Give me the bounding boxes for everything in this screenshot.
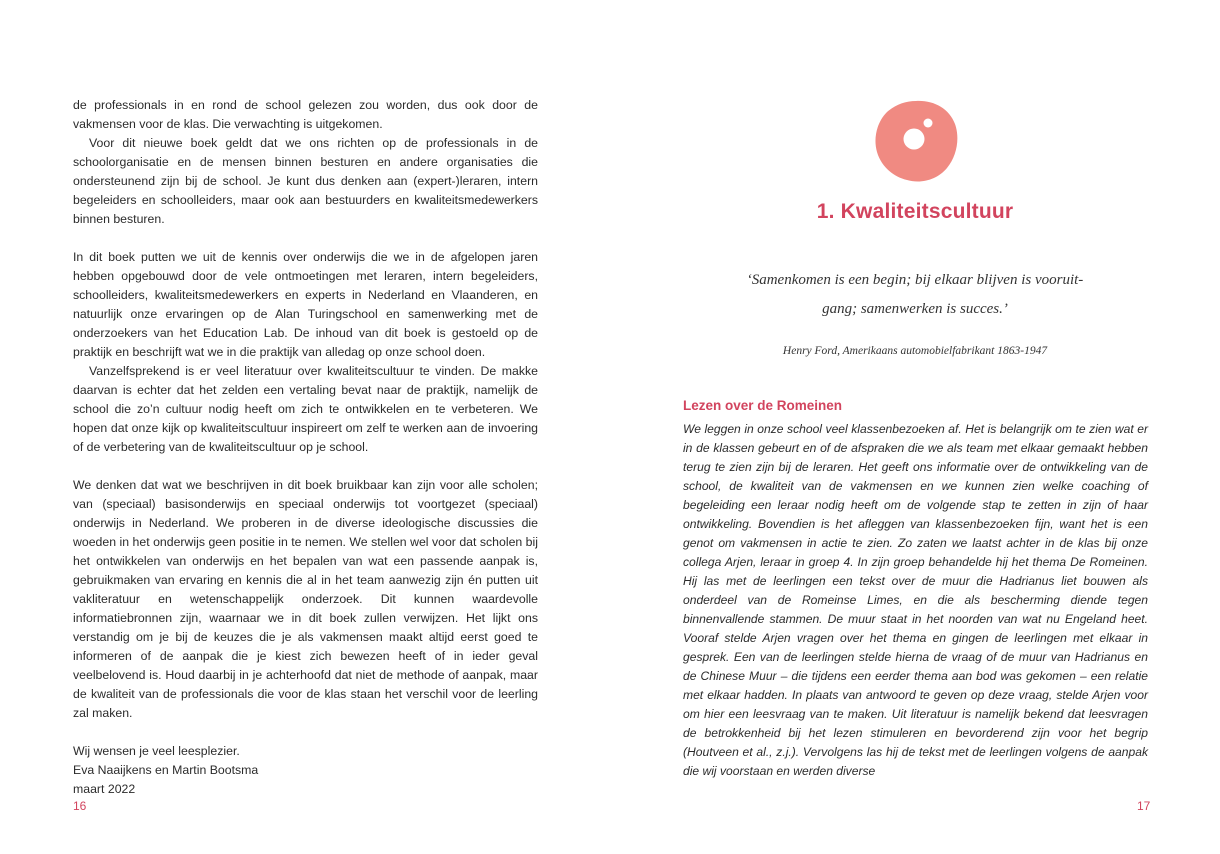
chapter-badge-icon (873, 98, 959, 184)
quote-author: Henry Ford, Amerikaans automobielfabrikant 1863-1947 (782, 345, 1048, 357)
page-number-left: 16 (73, 799, 87, 813)
chapter-title: 1. Kwaliteitscultuur (816, 200, 1014, 223)
left-text-column (73, 96, 538, 799)
section-heading: Lezen over de Romeinen (683, 398, 843, 413)
right-page (610, 0, 1220, 854)
case-paragraph: We leggen in onze school veel klassenbezoeken af. Het is belangrijk om te zien wat er in de klassen gebeurt en of de afspraken die we als team met elkaar gemaakt hebben terug te zien zijn bij de leraren. Het geeft ons informatie over de ontwikkeling van de school, de kwaliteit van de vakmensen en we kunnen zien welke coaching of begeleiding een leraar nodig heeft om de volgende stap te zetten in zijn of haar ontwikkeling. Bovendien is het afleggen van klassenbezoeken fijn, want het is een genot om vakmensen in actie te zien. Zo zaten we laatst achter in de klas bij onze collega Arjen, leraar in groep 4. In zijn groep behandelde hij het thema De Romeinen. Hij las met de leerlingen een tekst over de muur die Hadrianus liet bouwen als onderdeel van de Romeinse Limes, en die als bescherming diende tegen binnenvallende stammen. De muur staat in het noorden van wat nu Engeland heet. Vooraf stelde Arjen vragen over het thema en gingen de leerlingen met elkaar in gesprek. Een van de leerlingen stelde hierna de vraag of de muur van Hadrianus en de Chinese Muur – die tijdens een eerder thema aan bod was gekomen – een relatie met elkaar hadden. In plaats van antwoord te geven op deze vraag, stelde Arjen voor om hier een leesvraag van te maken. Uit literatuur is namelijk bekend dat leesvragen de betrokkenheid bij het lezen stimuleren en bevorderend zijn voor het begrip (Houtveen et al., z.j.). Vervolgens las hij de tekst met de leerlingen volgens de aanpak die wij voorstaan en werden diverse (683, 422, 1148, 778)
quote-line: ‘Samenkomen is een begin; bij elkaar blijven is vooruit- (746, 272, 1084, 288)
signoff-date: maart 2022 (73, 782, 136, 796)
page-number-right: 17 (1137, 799, 1151, 813)
quote-line: gang; samenwerken is succes.’ (822, 301, 1008, 317)
chapter-quote (720, 266, 1110, 324)
signoff-line: Wij wensen je veel leesplezier. (73, 744, 240, 758)
signoff-authors: Eva Naaijkens en Martin Bootsma (73, 763, 259, 777)
paragraph: Voor dit nieuwe boek geldt dat we ons richten op de professionals in de schoolorganisatie en de mensen binnen besturen en andere organisaties die ondersteunend zijn bij de school. Je kunt dus denken aan (expert-)leraren, intern begeleiders en schoolleiders, maar ook aan bestuurders en kwaliteitsmedewerkers binnen besturen. (73, 136, 538, 226)
paragraph: de professionals in en rond de school gelezen zou worden, dus ook door de vakmensen voor de klas. Die verwachting is uitgekomen. (73, 98, 538, 131)
paragraph: We denken dat wat we beschrijven in dit boek bruikbaar kan zijn voor alle scholen; van (speciaal) basisonderwijs en speciaal onderwijs tot voortgezet (speciaal) onderwijs in Nederland. We proberen in de diverse ideologische discussies die woeden in het onderwijs geen positie in te nemen. We stellen wel voor dat scholen bij het ontwikkelen van onderwijs en het bepalen van wat een passende aanpak is, gebruikmaken van ervaring en kennis die al in het team aanwezig zijn én putten uit vakliteratuur en wetenschappelijk onderzoek. Dit kunnen waardevolle informatiebronnen zijn, waarnaar we in dit boek zullen verwijzen. Het lijkt ons verstandig om je bij de keuzes die je als vakmensen maakt altijd eerst goed te informeren of de aanpak die je kiest zich bewezen heeft of in ieder geval veelbelovend is. Houd daarbij in je achterhoofd dat niet de methode of aanpak, maar de kwaliteit van de professionals die voor de klas staan het verschil voor de leerling zal maken. (73, 478, 538, 720)
paragraph: Vanzelfsprekend is er veel literatuur over kwaliteitscultuur te vinden. De makke daarvan is echter dat het zelden een vertaling bevat naar de praktijk, namelijk de school die zo’n cultuur nodig heeft om zich te ontwikkelen en te verbeteren. We hopen dat onze kijk op kwaliteitscultuur inspireert om zelf te werken aan de invoering of de verbetering van de kwaliteitscultuur op je school. (73, 364, 538, 454)
paragraph: In dit boek putten we uit de kennis over onderwijs die we in de afgelopen jaren hebben opgebouwd door de vele ontmoetingen met leraren, intern begeleiders, schoolleiders, kwaliteitsmedewerkers en experts in Nederland en Vlaanderen, en natuurlijk onze ervaringen op de Alan Turingschool en samenwerking met de onderzoekers van het Education Lab. De inhoud van dit boek is gestoeld op de praktijk en beschrijft wat we in die praktijk van alledag op onze school doen. (73, 250, 538, 359)
right-text-column (683, 420, 1148, 781)
